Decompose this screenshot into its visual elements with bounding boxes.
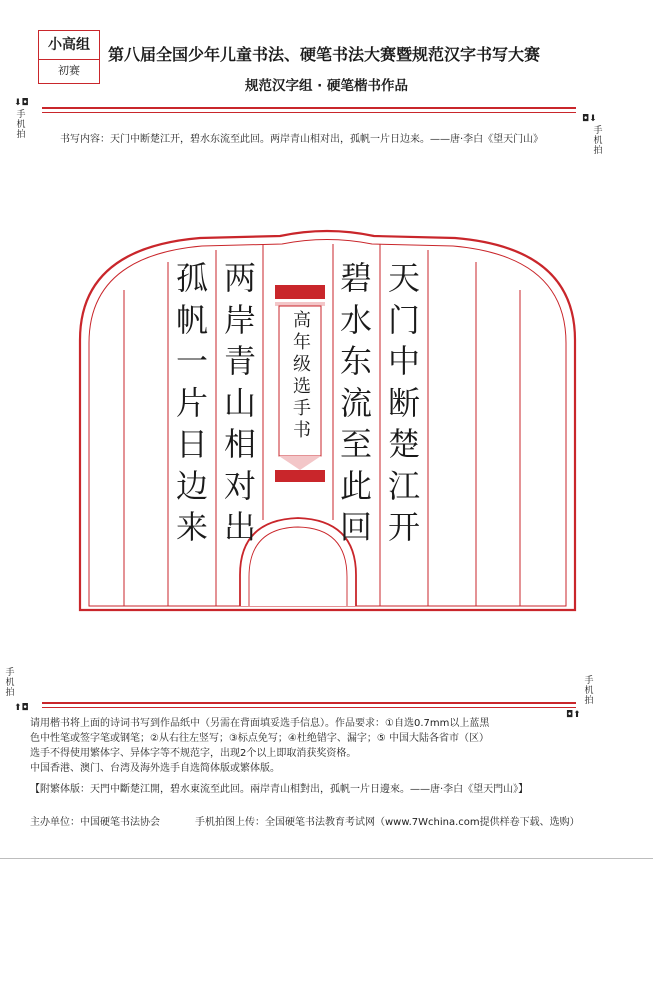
calligraphy-char: 东	[339, 342, 372, 380]
calligraphy-char: 回	[339, 508, 372, 546]
phone-photo-label-top-right: 手机拍	[593, 126, 603, 156]
calligraphy-char: 江	[387, 466, 420, 505]
calligraphy-char: 山	[223, 383, 256, 422]
calligraphy-char: 片	[175, 383, 208, 422]
camera-icon: ◘⬇	[582, 114, 597, 124]
contest-title: 第八届全国少年儿童书法、硬笔书法大赛暨规范汉字书写大赛	[108, 45, 541, 64]
calligraphy-char: 来	[175, 508, 208, 546]
calligraphy-char: 一	[175, 342, 208, 380]
calligraphy-char: 天	[387, 259, 420, 297]
calligraphy-char: 开	[387, 508, 420, 546]
calligraphy-char: 门	[387, 300, 420, 339]
calligraphy-char: 断	[387, 383, 420, 422]
organizer: 主办单位：中国硬笔书法协会	[30, 817, 160, 828]
calligraphy-char: 此	[339, 466, 372, 505]
calligraphy-char: 帆	[175, 300, 208, 339]
calligraphy-char: 水	[339, 300, 372, 339]
calligraphy-char: 两	[223, 259, 256, 297]
phone-photo-label-bottom-left: 手机拍	[5, 668, 15, 698]
calligraphy-char: 岸	[223, 300, 256, 339]
instruction-line: 请用楷书将上面的诗词书写到作品纸中（另需在背面填妥选手信息）。作品要求：①自选0.7mm以上蓝黑	[30, 718, 490, 729]
camera-icon: ⬇◘	[14, 98, 29, 108]
instruction-line: 中国香港、澳门、台湾及海外选手自选简体版或繁体版。	[30, 763, 280, 774]
writing-content: 书写内容：天门中断楚江开，碧水东流至此回。两岸青山相对出，孤帆一片日边来。——唐·李白《望天门山》	[60, 134, 544, 145]
calligraphy-char: 对	[223, 466, 256, 505]
instructions	[30, 716, 630, 776]
phone-photo-label-bottom-right: 手机拍	[584, 676, 594, 706]
calligraphy-char: 出	[223, 508, 256, 546]
level-group-label: 小高组	[39, 31, 99, 60]
camera-icon: ◘⬆	[566, 710, 581, 720]
instruction-line: 选手不得使用繁体字、异体字等不规范字，出现2个以上即取消获奖资格。	[30, 748, 357, 759]
red-divider-bottom	[42, 702, 576, 708]
calligraphy-char: 碧	[339, 259, 372, 297]
round-label: 初赛	[58, 64, 80, 77]
camera-icon: ⬆◘	[14, 703, 29, 713]
calligraphy-char: 至	[339, 425, 372, 463]
calligraphy-char: 相	[223, 425, 256, 463]
traditional-version-note: 【附繁体版：天門中斷楚江開，碧水東流至此回。兩岸青山相對出，孤帆一片日邊來。——唐·李白《望天門山》】	[30, 784, 529, 795]
phone-photo-label-top-left: 手机拍	[16, 110, 26, 140]
upload-note: 手机拍图上传：全国硬笔书法教育考试网（www.7Wchina.com提供样卷下载、选购）	[195, 817, 580, 828]
contest-subtitle: 规范汉字组 · 硬笔楷书作品	[244, 78, 409, 94]
calligraphy-char: 边	[175, 466, 208, 505]
calligraphy-char: 青	[223, 342, 256, 380]
calligraphy-char: 日	[175, 425, 208, 463]
instruction-line: 色中性笔或签字笔或钢笔；②从右往左竖写；③标点免写；④杜绝错字、漏字；⑤ 中国大陆各省市（区）	[30, 733, 490, 744]
calligraphy-char: 楚	[387, 425, 420, 463]
page-bottom-line	[0, 858, 653, 859]
calligraphy-char: 孤	[175, 259, 208, 297]
calligraphy-char: 流	[339, 383, 372, 422]
calligraphy-char: 中	[387, 342, 420, 380]
badge-text: 高年级选手书	[293, 310, 311, 441]
